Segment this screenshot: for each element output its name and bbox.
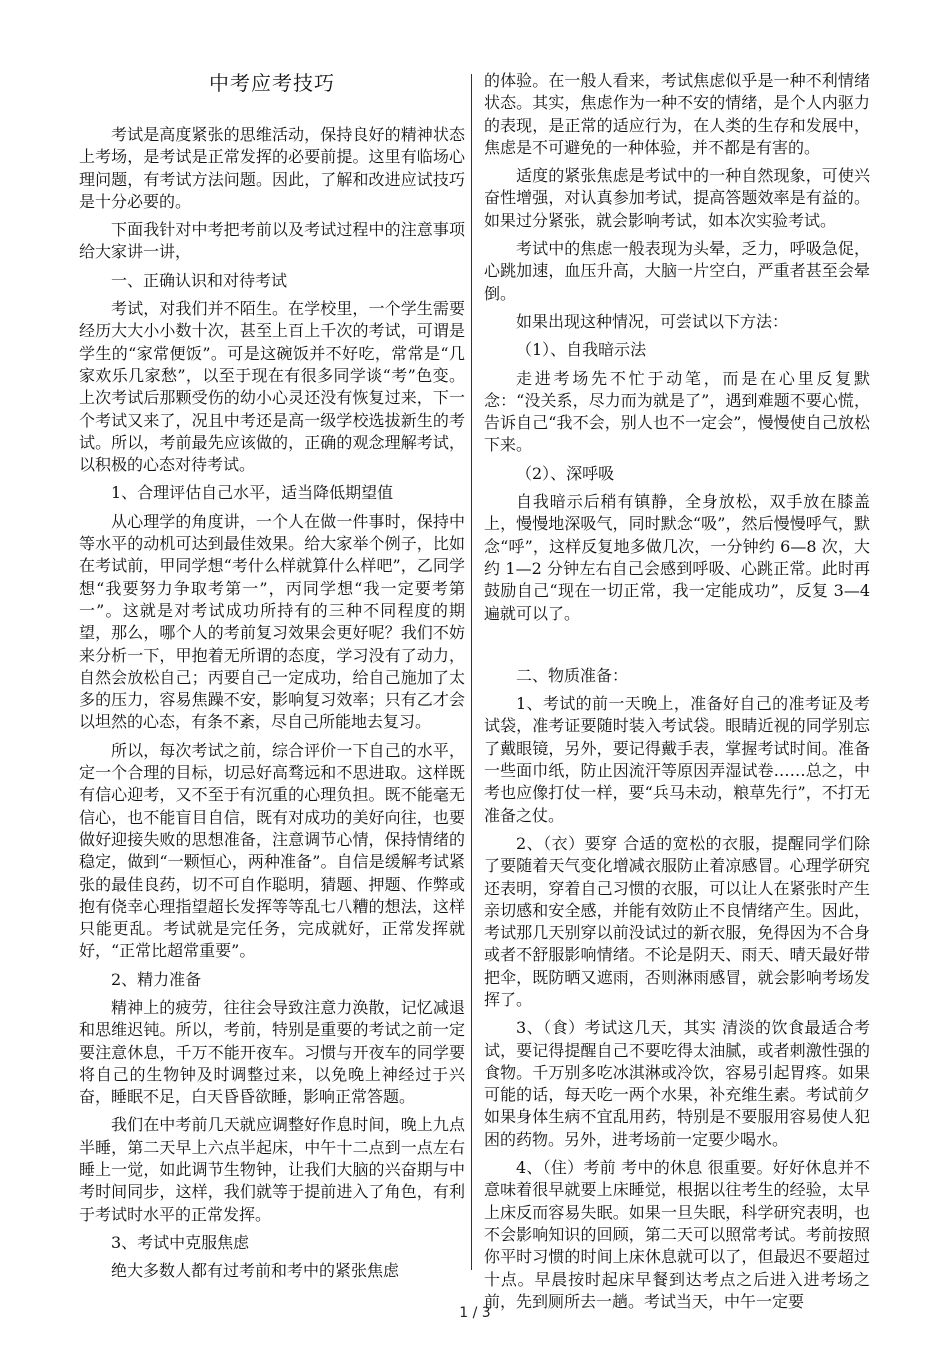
- paragraph: 2、（衣）要穿 合适的宽松的衣服，提醒同学们除了要随着天气变化增减衣服防止着凉感冒。心理学研究还表明，穿着自己习惯的衣服，可以让人在紧张时产生亲切感和安全感，并能有效防止不良情绪产生。因此，考试那几天别穿以前没试过的新衣服，免得因为不合身或者不舒服影响情绪。不论是阴天、雨天、晴天最好带把伞，既防晒又遮雨，否则淋雨感冒，就会影响考场发挥了。: [484, 833, 870, 1009]
- paragraph: 下面我针对中考把考前以及考试过程中的注意事项给大家讲一讲，: [79, 220, 465, 262]
- paragraph: 所以，每次考试之前，综合评价一下自己的水平，定一个合理的目标，切忌好高骛远和不思进取。这样既有信心迎考，又不至于有沉重的心理负担。既不能毫无信心，也不能盲目自信，既有对成功的美好向往，也要做好迎接失败的思想准备，注意调节心情，保持情绪的稳定，做到“一颗恒心，两种准备”。自信是缓解考试紧张的最佳良药，切不可自作聪明，猜题、押题、作弊或抱有侥幸心理指望超长发挥等等乱七八糟的想法，这样只能更乱。考试就是完任务，完成就好，正常发挥就好，“正常比超常重要”。: [79, 740, 465, 961]
- subsection-heading: （1）、自我暗示法: [516, 340, 647, 360]
- left-column: [79, 70, 465, 1289]
- section-heading: 一、正确认识和对待考试: [111, 270, 288, 290]
- paragraph: 考试是高度紧张的思维活动，保持良好的精神状态上考场，是考试是正常发挥的必要前提。这里有临场心理问题，有考试方法问题。因此，了解和改进应试技巧是十分必要的。: [79, 125, 465, 211]
- subsection-heading: 1、合理评估自己水平，适当降低期望值: [111, 483, 394, 503]
- paragraph: 考试，对我们并不陌生。在学校里，一个学生需要经历大大小小数十次，甚至上百上千次的考试，可谓是学生的“家常便饭”。可是这碗饭并不好吃，常常是“几家欢乐几家愁”，以至于现在有很多同学谈“考”色变。上次考试后那颗受伤的幼小心灵还没有恢复过来，下一个考试又来了，况且中考还是高一级学校选拔新生的考试。所以，考前最先应该做的，正确的观念理解考试，以积极的心态对待考试。: [79, 299, 465, 475]
- subsection-heading: （2）、深呼吸: [516, 463, 615, 483]
- paragraph: 精神上的疲劳，往往会导致注意力涣散，记忆减退和思维迟钝。所以，考前，特别是重要的考试之前一定要注意休息，千万不能开夜车。习惯与开夜车的同学要将自己的生物钟及时调整过来，以免晚上神经过于兴奋，睡眠不足，白天昏昏欲睡，影响正常答题。: [79, 997, 465, 1107]
- paragraph: 走进考场先不忙于动笔，而是在心里反复默念：“没关系，尽力而为就是了”，遇到难题不要心慌，告诉自己“我不会，别人也不一定会”，慢慢使自己放松下来。: [484, 368, 870, 455]
- paragraph: 从心理学的角度讲，一个人在做一件事时，保持中等水平的动机可达到最佳效果。给大家举个例子，比如在考试前，甲同学想“考什么样就算什么样吧”，乙同学想“我要努力争取考第一”，丙同学想“我一定要考第一”。这就是对考试成功所持有的三种不同程度的期望，那么，哪个人的考前复习效果会更好呢？我们不妨来分析一下，甲抱着无所谓的态度，学习没有了动力，自然会放松自己；丙要自己一定成功，给自己施加了太多的压力，容易焦躁不安，影响复习效率；只有乙才会以坦然的心态，有条不紊，尽自己所能地去复习。: [79, 511, 465, 732]
- paragraph: 1、考试的前一天晚上，准备好自己的准考证及考试袋，准考证要随时装入考试袋。眼睛近视的同学别忘了戴眼镜，另外，要记得戴手表，掌握考试时间。准备一些面巾纸，防止因流汗等原因弄湿试卷……总之，中考也应像打仗一样，要“兵马未动，粮草先行”，不打无准备之仗。: [484, 694, 870, 825]
- subsection-heading: 3、考试中克服焦虑: [111, 1232, 250, 1252]
- subsection-heading: 2、精力准备: [111, 969, 202, 989]
- paragraph: 如果出现这种情况，可尝试以下方法：: [516, 311, 789, 331]
- paragraph: 自我暗示后稍有镇静，全身放松，双手放在膝盖上，慢慢地深吸气，同时默念“吸”，然后慢慢呼气，默念“呼”，这样反复地多做几次，一分钟约 6—8 次，大约 1—2 分钟左右自己会感到呼吸、心跳正常。此时再鼓励自己“现在一切正常，我一定能成功”，反复 3—4 遍就可以了。: [484, 492, 870, 623]
- paragraph: 的体验。在一般人看来，考试焦虑似乎是一种不利情绪状态。其实，焦虑作为一种不安的情绪，是个人内驱力的表现，是正常的适应行为，在人类的生存和发展中，焦虑是不可避免的一种体验，并不都是有害的。: [484, 71, 870, 157]
- column-divider: [471, 74, 472, 1270]
- section-heading: 二、物质准备：: [516, 665, 629, 685]
- paragraph: 绝大多数人都有过考前和考中的紧张焦虑: [111, 1261, 400, 1281]
- page-title: 中考应考技巧: [209, 71, 335, 95]
- paragraph: 4、（住）考前 考中的休息 很重要。好好休息并不意味着很早就要上床睡觉，根据以往考生的经验，太早上床反而容易失眠。如果一旦失眠，科学研究表明，也不会影响知识的回顾，第二天可以照常考试。考前按照你平时习惯的时间上床休息就可以了，但最迟不要超过十点。早晨按时起床早餐到达考点之后进入进考场之前，先到厕所去一趟。考试当天，中午一定要: [484, 1158, 870, 1311]
- paragraph: 3、（食）考试这几天，其实 清淡的饮食最适合考试，要记得提醒自己不要吃得太油腻，或者刺激性强的食物。千万别多吃冰淇淋或冷饮，容易引起胃疼。如果可能的话，每天吃一两个水果，补充维生素。考试前夕如果身体生病不宜乱用药，特别是不要服用容易使人犯困的药物。另外，进考场前一定要少喝水。: [484, 1018, 870, 1149]
- right-column: [484, 70, 870, 1319]
- paragraph: 我们在中考前几天就应调整好作息时间，晚上九点半睡，第二天早上六点半起床，中午十二点到一点左右睡上一觉，如此调节生物钟，让我们大脑的兴奋期与中考时间同步，这样，我们就等于提前进入了角色，有利于考试时水平的正常发挥。: [79, 1115, 465, 1224]
- paragraph: 考试中的焦虑一般表现为头晕，乏力，呼吸急促，心跳加速，血压升高，大脑一片空白，严重者甚至会晕倒。: [484, 239, 870, 303]
- paragraph: 适度的紧张焦虑是考试中的一种自然现象，可使兴奋性增强，对认真参加考试，提高答题效率是有益的。如果过分紧张，就会影响考试，如本次实验考试。: [484, 166, 870, 230]
- page-number: 1 / 3: [459, 1305, 491, 1321]
